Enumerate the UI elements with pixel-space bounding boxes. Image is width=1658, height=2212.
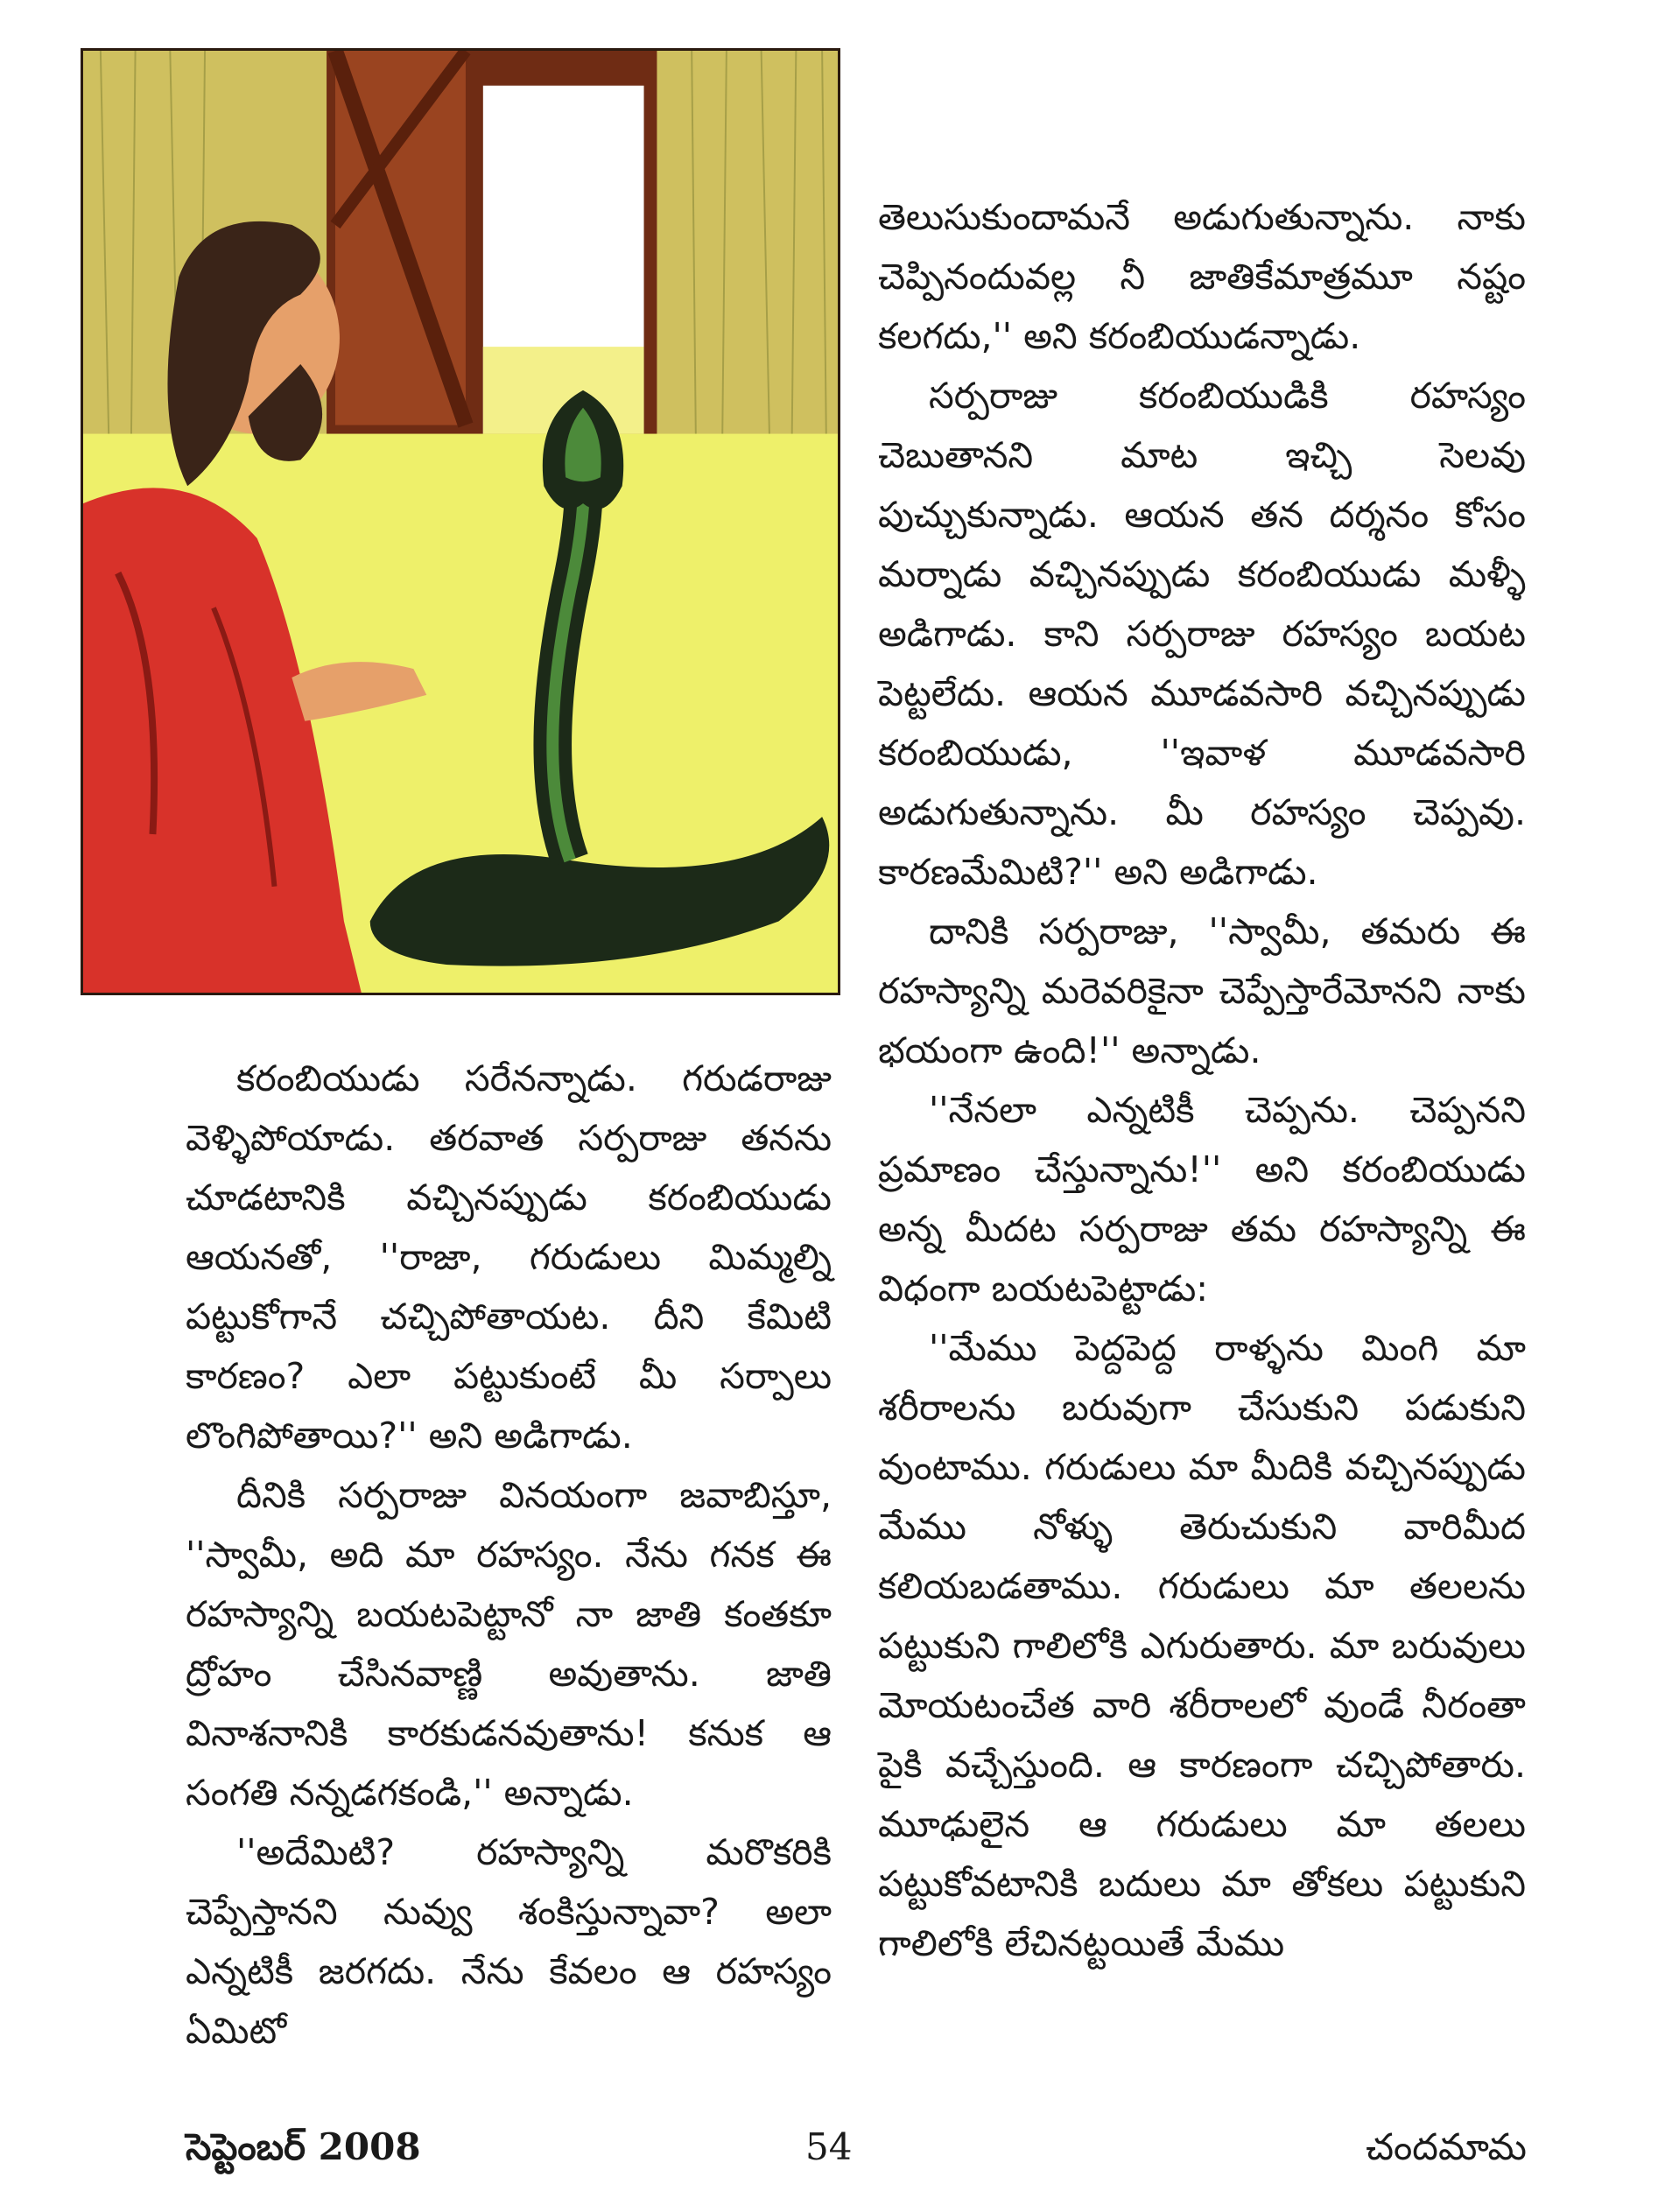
page-number: 54	[805, 2125, 853, 2168]
issue-date: సెప్టెంబర్ 2008	[186, 2125, 421, 2168]
paragraph: ''అదేమిటి? రహస్యాన్ని మరొకరికి చెప్పేస్తానని నువ్వు శంకిస్తున్నావా? అలా ఎన్నటికీ జరగదు. నేను కేవలం ఆ రహస్యం ఏమిటో	[186, 1831, 832, 2052]
paragraph: దానికి సర్పరాజు, ''స్వామీ, తమరు ఈ రహస్యాన్ని మరెవరికైనా చెప్పేస్తారేమోనని నాకు భయంగా ఉంది!'' అన్నాడు.	[878, 910, 1526, 1071]
left-column	[186, 1049, 832, 2061]
magazine-name: చందమామ	[1366, 2125, 1527, 2168]
paragraph: ''మేము పెద్దపెద్ద రాళ్ళను మింగి మా శరీరాలను బరువుగా చేసుకుని పడుకుని వుంటాము. గరుడులు మా మీదికి వచ్చినప్పుడు మేము నోళ్ళు తెరుచుకుని వారిమీద కలియబడతాము. గరుడులు మా తలలను పట్టుకుని గాలిలోకి ఎగురుతారు. మా బరువులు మోయటంచేత వారి శరీరాలలో వుండే నీరంతా పైకి వచ్చేస్తుంది. ఆ కారణంగా చచ్చిపోతారు. మూఢులైన ఆ గరుడులు మా తలలు పట్టుకోవటానికి బదులు మా తోకలు పట్టుకుని గాలిలోకి లేచినట్టయితే మేము	[878, 1327, 1526, 1964]
page-footer	[0, 2125, 1658, 2178]
paragraph: తెలుసుకుందామనే అడుగుతున్నాను. నాకు చెప్పినందువల్ల నీ జాతికేమాత్రమూ నష్టం కలగదు,'' అని కరంబియుడన్నాడు.	[878, 196, 1526, 357]
right-column	[878, 187, 1526, 1973]
illustration	[81, 48, 840, 995]
paragraph: సర్పరాజు కరంబియుడికి రహస్యం చెబుతానని మాట ఇచ్చి సెలవు పుచ్చుకున్నాడు. ఆయన తన దర్శనం కోసం మర్నాడు వచ్చినప్పుడు కరంబియుడు మళ్ళీ అడిగాడు. కాని సర్పరాజు రహస్యం బయట పెట్టలేదు. ఆయన మూడవసారి వచ్చినప్పుడు కరంబియుడు, ''ఇవాళ మూడవసారి అడుగుతున్నాను. మీ రహస్యం చెప్పవు. కారణమేమిటి?'' అని అడిగాడు.	[878, 375, 1526, 893]
man-and-cobra-illustration-icon	[83, 51, 838, 993]
paragraph: దీనికి సర్పరాజు వినయంగా జవాబిస్తూ, ''స్వామీ, అది మా రహస్యం. నేను గనక ఈ రహస్యాన్ని బయటపెట్టానో నా జాతి కంతకూ ద్రోహం చేసినవాణ్ణి అవుతాను. జాతి వినాశనానికి కారకుడనవుతాను! కనుక ఆ సంగతి నన్నడగకండి,'' అన్నాడు.	[186, 1474, 832, 1814]
paragraph: ''నేనలా ఎన్నటికీ చెప్పను. చెప్పనని ప్రమాణం చేస్తున్నాను!'' అని కరంబియుడు అన్న మీదట సర్పరాజు తమ రహస్యాన్ని ఈ విధంగా బయటపెట్టాడు:	[878, 1089, 1526, 1310]
paragraph: కరంబియుడు సరేనన్నాడు. గరుడరాజు వెళ్ళిపోయాడు. తరవాత సర్పరాజు తనను చూడటానికి వచ్చినప్పుడు కరంబియుడు ఆయనతో, ''రాజా, గరుడులు మిమ్మల్ని పట్టుకోగానే చచ్చిపోతాయట. దీని కేమిటి కారణం? ఎలా పట్టుకుంటే మీ సర్పాలు లొంగిపోతాయి?'' అని అడిగాడు.	[186, 1057, 832, 1457]
